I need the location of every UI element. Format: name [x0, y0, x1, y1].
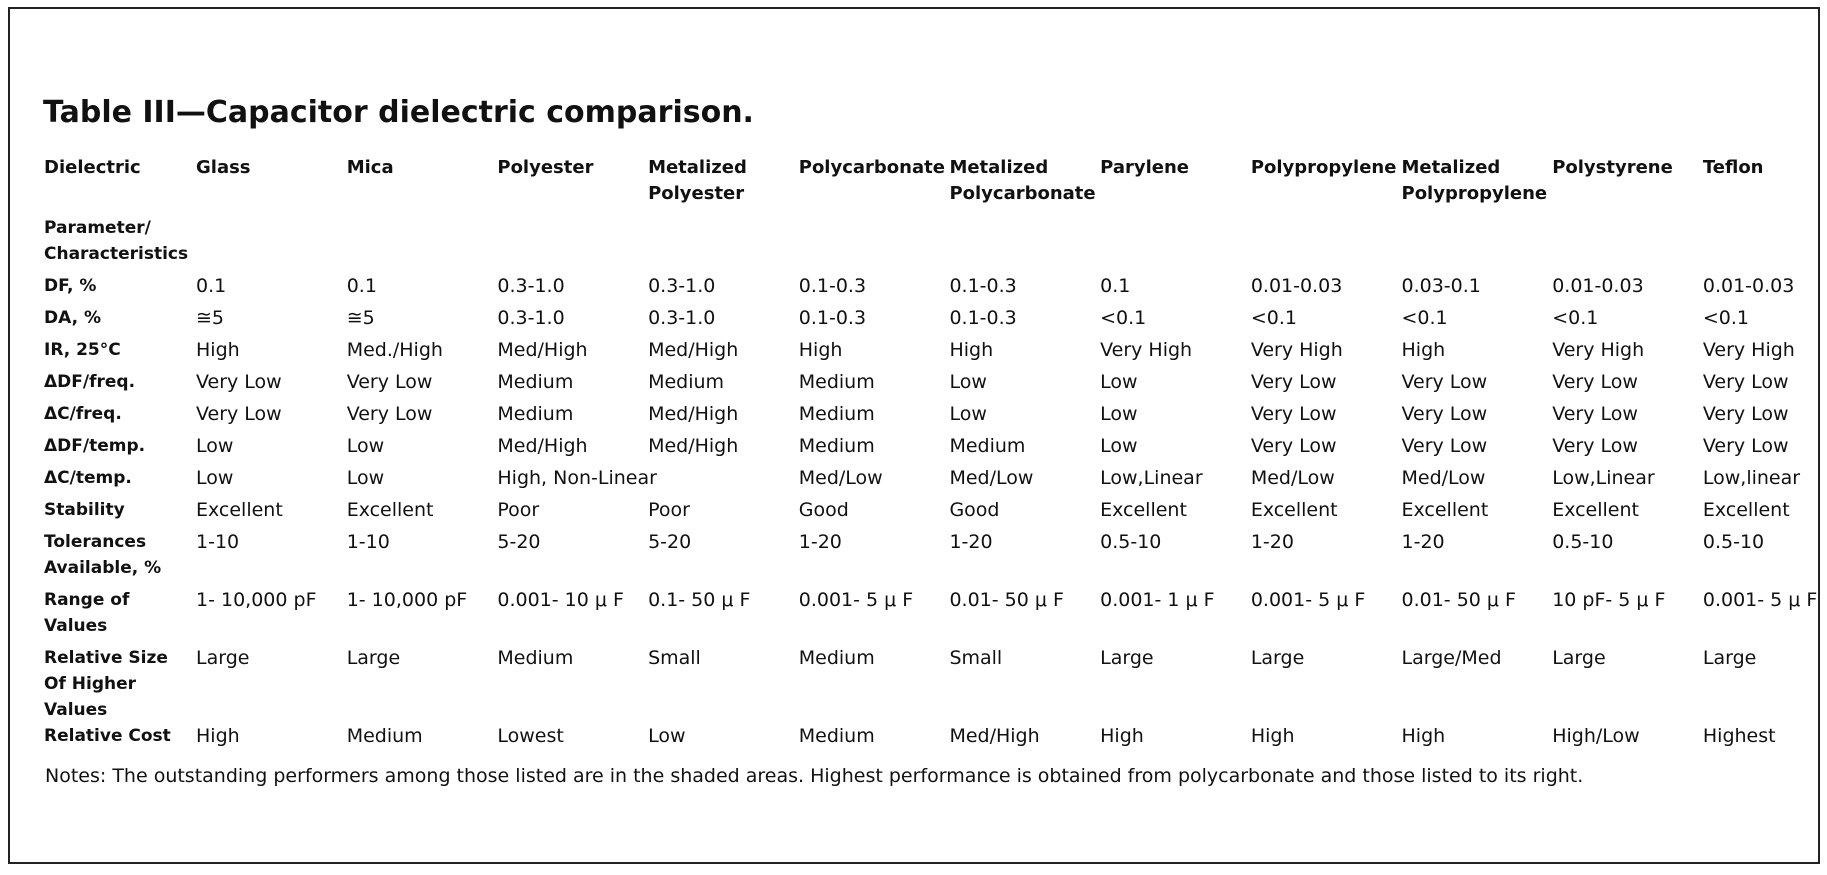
table-cell: 5-20 — [497, 531, 541, 553]
table-cell: Large — [1250, 647, 1305, 669]
table-cell: Good — [949, 499, 1000, 521]
table-cell: <0.1 — [1702, 307, 1750, 329]
table-cell: High — [1401, 339, 1446, 361]
row-label: Relative Cost — [44, 726, 171, 746]
table-cell: Med/High — [648, 435, 739, 457]
table-cell: <0.1 — [1250, 307, 1297, 329]
column-header: Metalized Polyester — [648, 157, 747, 204]
column-header: Polypropylene — [1250, 157, 1397, 178]
table-cell: Very High — [1552, 339, 1645, 361]
table-cell: 0.5-10 — [1552, 531, 1614, 553]
table-cell: Poor — [648, 499, 690, 521]
dielectric-comparison-table — [38, 155, 1827, 755]
table-cell: High/Low — [1552, 725, 1640, 747]
table-cell: Large — [1702, 647, 1757, 669]
row-label: DF, % — [44, 276, 97, 296]
table-cell: Poor — [497, 499, 540, 521]
table-cell: 1-10 — [346, 531, 390, 553]
table-cell: Highest — [1702, 725, 1776, 747]
row-label: IR, 25°C — [44, 340, 121, 360]
table-cell: 0.5-10 — [1100, 531, 1162, 553]
table-cell: High — [798, 339, 843, 361]
table-cell: Very Low — [1552, 435, 1638, 457]
table-cell: Very Low — [1401, 435, 1488, 457]
table-cell: Low — [949, 371, 987, 393]
table-cell: Very Low — [1250, 371, 1337, 393]
column-header: Teflon — [1702, 157, 1764, 178]
table-cell: 0.3-1.0 — [648, 275, 716, 297]
column-header-row — [38, 155, 1827, 215]
table-cell: 0.01- 50 μ F — [1401, 589, 1516, 611]
parameter-header-row — [38, 215, 1827, 273]
table-cell: Low — [196, 435, 234, 457]
table-cell: Low,Linear — [1552, 467, 1655, 489]
table-cell: Low — [949, 403, 987, 425]
table-cell: 0.1 — [1100, 275, 1131, 297]
table-cell: Med/Low — [798, 467, 883, 489]
table-row — [38, 337, 1827, 369]
table-cell: Very Low — [1250, 403, 1337, 425]
table-cell: Med/High — [497, 435, 588, 457]
row-label: Relative Size Of Higher Values — [44, 648, 168, 720]
table-row — [38, 369, 1827, 401]
table-cell: 0.1 — [196, 275, 227, 297]
table-title: Table III—Capacitor dielectric comparison. — [43, 95, 754, 130]
table-cell: Med/High — [648, 339, 739, 361]
table-cell: 0.01-0.03 — [1250, 275, 1343, 297]
table-row — [38, 273, 1827, 305]
table-cell: 0.01-0.03 — [1702, 275, 1795, 297]
table-cell: Low,Linear — [1100, 467, 1203, 489]
table-cell: Med./High — [346, 339, 443, 361]
table-cell: Low — [1100, 403, 1138, 425]
table-row — [38, 465, 1827, 497]
table-cell: 1-20 — [798, 531, 842, 553]
table-cell: Medium — [497, 647, 574, 669]
table-row — [38, 587, 1827, 645]
table-cell: 5-20 — [648, 531, 692, 553]
table-cell: Medium — [497, 371, 574, 393]
table-cell: Very Low — [1552, 403, 1638, 425]
table-cell: Excellent — [196, 499, 283, 521]
table-cell: 0.001- 5 μ F — [1250, 589, 1366, 611]
table-cell: Very Low — [1401, 371, 1488, 393]
table-cell: 0.1-0.3 — [949, 307, 1017, 329]
table-cell: Medium — [798, 435, 875, 457]
table-cell: Med/Low — [1250, 467, 1335, 489]
table-cell: 0.001- 10 μ F — [497, 589, 624, 611]
row-label: ΔDF/temp. — [44, 436, 146, 456]
table-cell: Low — [346, 467, 385, 489]
table-cell: Large — [1100, 647, 1154, 669]
table-cell: Excellent — [1552, 499, 1639, 521]
table-cell: High — [196, 725, 240, 747]
table-cell: Excellent — [346, 499, 434, 521]
table-cell: Large — [196, 647, 250, 669]
table-cell: Excellent — [1100, 499, 1187, 521]
table-cell: Med/High — [497, 339, 588, 361]
table-cell: Very Low — [346, 403, 433, 425]
table-cell: Small — [949, 647, 1003, 669]
table-cell: Low — [346, 435, 385, 457]
table-cell: Small — [648, 647, 701, 669]
row-label: Stability — [44, 500, 125, 520]
column-header: Parylene — [1100, 157, 1189, 178]
table-cell: 0.1-0.3 — [798, 275, 867, 297]
row-label: ΔC/freq. — [44, 404, 122, 424]
table-cell: Low,linear — [1702, 467, 1801, 489]
table-row — [38, 645, 1827, 723]
table-cell: Very Low — [1401, 403, 1488, 425]
table-cell: High, Non-Linear — [497, 467, 657, 489]
column-header: Metalized Polypropylene — [1401, 157, 1548, 204]
table-cell: 1- 10,000 pF — [196, 589, 317, 611]
table-cell: Medium — [798, 371, 875, 393]
table-row — [38, 497, 1827, 529]
table-cell: Low — [648, 725, 686, 747]
table-cell: 1-20 — [1401, 531, 1445, 553]
parameter-header: Parameter/ Characteristics — [44, 218, 189, 264]
table-cell: <0.1 — [1552, 307, 1599, 329]
table-cell: 0.1-0.3 — [798, 307, 867, 329]
row-label: ΔC/temp. — [44, 468, 132, 488]
table-cell: Very Low — [1250, 435, 1337, 457]
column-header: Polystyrene — [1552, 157, 1673, 178]
table-cell: 0.001- 5 μ F — [798, 589, 914, 611]
table-cell: Large — [346, 647, 401, 669]
table-cell: 0.01-0.03 — [1552, 275, 1644, 297]
column-header: Glass — [196, 157, 251, 178]
table-cell: High — [1401, 725, 1446, 747]
table-cell: ≅5 — [196, 307, 225, 329]
table-row — [38, 529, 1827, 587]
table-cell: Large/Med — [1401, 647, 1502, 669]
table-cell: Very Low — [196, 403, 282, 425]
table-cell: Lowest — [497, 725, 564, 747]
table-cell: Very Low — [1702, 435, 1789, 457]
table-notes: Notes: The outstanding performers among those listed are in the shaded areas. Highest performance is obtained from polycarbonate and those listed to its right. — [45, 765, 1584, 787]
table-cell: Medium — [798, 403, 875, 425]
table-row — [38, 305, 1827, 337]
row-label: ΔDF/freq. — [44, 372, 136, 392]
table-cell: 1-20 — [949, 531, 993, 553]
table-cell: Medium — [648, 371, 725, 393]
table-cell: 0.1- 50 μ F — [648, 589, 751, 611]
table-cell: 0.001- 1 μ F — [1100, 589, 1215, 611]
table-cell: Excellent — [1250, 499, 1338, 521]
table-cell: Very Low — [346, 371, 433, 393]
table-cell: 0.3-1.0 — [497, 275, 565, 297]
table-cell: 0.3-1.0 — [648, 307, 716, 329]
table-cell: Medium — [798, 647, 875, 669]
table-row — [38, 401, 1827, 433]
table-cell: High — [196, 339, 240, 361]
table-row — [38, 723, 1827, 755]
table-cell: Medium — [949, 435, 1026, 457]
table-cell: 0.1 — [346, 275, 377, 297]
row-label: Tolerances Available, % — [44, 532, 162, 578]
table-cell: High — [1250, 725, 1295, 747]
table-cell: Large — [1552, 647, 1606, 669]
column-header: Polyester — [497, 157, 594, 178]
table-cell: Very Low — [1702, 371, 1789, 393]
table-cell: Low — [1100, 435, 1138, 457]
table-cell: Very High — [1100, 339, 1193, 361]
table-cell: Med/High — [949, 725, 1040, 747]
table-cell: Very Low — [196, 371, 282, 393]
table-cell: 0.1-0.3 — [949, 275, 1017, 297]
table-cell: ≅5 — [346, 307, 375, 329]
table-row — [38, 433, 1827, 465]
table-cell: Med/Low — [1401, 467, 1486, 489]
table-cell: Medium — [497, 403, 574, 425]
table-cell: 1- 10,000 pF — [346, 589, 468, 611]
table-cell: Med/Low — [949, 467, 1034, 489]
table-cell: Very Low — [1552, 371, 1638, 393]
table-cell: Medium — [346, 725, 423, 747]
table-cell: Very Low — [1702, 403, 1789, 425]
table-cell: 0.5-10 — [1702, 531, 1765, 553]
table-cell: Very High — [1250, 339, 1343, 361]
table-cell: Medium — [798, 725, 875, 747]
column-header: Mica — [346, 157, 394, 178]
table-cell: Excellent — [1702, 499, 1790, 521]
column-header: Dielectric — [44, 157, 141, 178]
table-cell: Med/High — [648, 403, 739, 425]
table-cell: Very High — [1702, 339, 1795, 361]
table-cell: <0.1 — [1100, 307, 1147, 329]
table-cell: 10 pF- 5 μ F — [1552, 589, 1666, 611]
column-header: Metalized Polycarbonate — [949, 157, 1096, 204]
table-cell: 1-10 — [196, 531, 240, 553]
table-cell: High — [949, 339, 994, 361]
table-cell: 0.01- 50 μ F — [949, 589, 1064, 611]
table-cell: 0.03-0.1 — [1401, 275, 1481, 297]
table-cell: 0.001- 5 μ F — [1702, 589, 1818, 611]
table-cell: Low — [196, 467, 234, 489]
table-cell: Low — [1100, 371, 1138, 393]
row-label: Range of Values — [44, 590, 130, 636]
column-header: Polycarbonate — [798, 157, 945, 178]
table-cell: Excellent — [1401, 499, 1489, 521]
table-cell: 1-20 — [1250, 531, 1294, 553]
table-cell: Good — [798, 499, 849, 521]
table-cell: High — [1100, 725, 1144, 747]
table-cell: <0.1 — [1401, 307, 1448, 329]
row-label: DA, % — [44, 308, 101, 328]
table-cell: 0.3-1.0 — [497, 307, 565, 329]
